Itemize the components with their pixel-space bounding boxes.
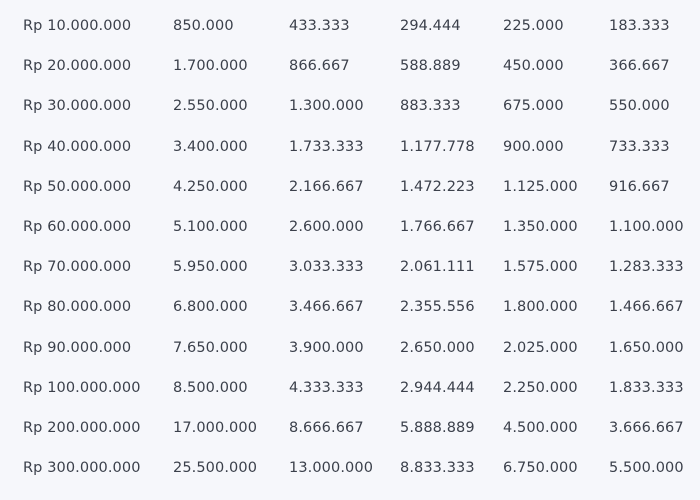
table-cell: 5.950.000	[173, 259, 248, 276]
table-cell: 5.100.000	[173, 219, 248, 236]
table-cell: 588.889	[400, 58, 461, 75]
table-cell-amount: Rp 20.000.000	[23, 58, 132, 75]
table-cell-amount: Rp 40.000.000	[23, 138, 132, 155]
table-cell: 1.177.778	[400, 138, 475, 155]
table-cell: 2.355.556	[400, 299, 475, 316]
table-cell: 17.000.000	[173, 419, 258, 436]
table-cell: 866.667	[289, 58, 350, 75]
table-cell: 1.472.223	[400, 178, 475, 195]
table-cell-amount: Rp 200.000.000	[23, 419, 141, 436]
table-cell: 2.650.000	[400, 339, 475, 356]
table-row	[0, 448, 700, 488]
table-cell: 2.061.111	[400, 259, 475, 276]
table-cell: 1.700.000	[173, 58, 248, 75]
table-cell: 5.500.000	[609, 460, 684, 477]
table-cell: 6.800.000	[173, 299, 248, 316]
table-row	[0, 287, 700, 327]
loan-installment-table	[0, 6, 700, 488]
table-row	[0, 127, 700, 167]
table-row	[0, 328, 700, 368]
table-cell-amount: Rp 100.000.000	[23, 379, 141, 396]
table-row	[0, 167, 700, 207]
table-cell: 1.800.000	[503, 299, 578, 316]
table-cell-amount: Rp 80.000.000	[23, 299, 132, 316]
table-cell: 2.600.000	[289, 219, 364, 236]
table-cell: 366.667	[609, 58, 670, 75]
table-cell: 3.400.000	[173, 138, 248, 155]
table-cell: 1.125.000	[503, 178, 578, 195]
table-cell-amount: Rp 70.000.000	[23, 259, 132, 276]
table-cell: 433.333	[289, 18, 350, 35]
table-cell: 2.250.000	[503, 379, 578, 396]
table-row	[0, 6, 700, 46]
table-cell: 450.000	[503, 58, 564, 75]
table-cell: 850.000	[173, 18, 234, 35]
table-cell: 883.333	[400, 98, 461, 115]
table-cell: 550.000	[609, 98, 670, 115]
table-cell: 5.888.889	[400, 419, 475, 436]
table-cell: 1.283.333	[609, 259, 684, 276]
table-cell: 1.650.000	[609, 339, 684, 356]
table-cell: 25.500.000	[173, 460, 258, 477]
table-row	[0, 408, 700, 448]
table-cell: 3.466.667	[289, 299, 364, 316]
table-cell: 916.667	[609, 178, 670, 195]
table-row	[0, 368, 700, 408]
table-cell: 8.666.667	[289, 419, 364, 436]
table-cell: 2.025.000	[503, 339, 578, 356]
table-cell: 294.444	[400, 18, 461, 35]
table-row	[0, 207, 700, 247]
table-cell: 900.000	[503, 138, 564, 155]
table-cell: 1.350.000	[503, 219, 578, 236]
table-cell: 1.575.000	[503, 259, 578, 276]
table-cell: 733.333	[609, 138, 670, 155]
table-cell: 1.466.667	[609, 299, 684, 316]
table-cell: 8.833.333	[400, 460, 475, 477]
table-cell: 4.500.000	[503, 419, 578, 436]
table-cell: 225.000	[503, 18, 564, 35]
table-cell: 6.750.000	[503, 460, 578, 477]
table-cell: 3.033.333	[289, 259, 364, 276]
table-cell-amount: Rp 90.000.000	[23, 339, 132, 356]
table-cell-amount: Rp 10.000.000	[23, 18, 132, 35]
table-cell: 1.766.667	[400, 219, 475, 236]
table-row	[0, 86, 700, 126]
table-cell: 2.166.667	[289, 178, 364, 195]
table-cell: 1.100.000	[609, 219, 684, 236]
table-cell-amount: Rp 300.000.000	[23, 460, 141, 477]
table-cell: 1.833.333	[609, 379, 684, 396]
table-cell: 1.300.000	[289, 98, 364, 115]
table-cell: 183.333	[609, 18, 670, 35]
table-body	[0, 6, 700, 488]
table-cell: 2.944.444	[400, 379, 475, 396]
table-cell: 675.000	[503, 98, 564, 115]
table-cell: 4.333.333	[289, 379, 364, 396]
table-cell-amount: Rp 60.000.000	[23, 219, 132, 236]
table-cell: 4.250.000	[173, 178, 248, 195]
table-cell: 3.900.000	[289, 339, 364, 356]
table-cell: 2.550.000	[173, 98, 248, 115]
table-cell-amount: Rp 50.000.000	[23, 178, 132, 195]
table-cell: 13.000.000	[289, 460, 374, 477]
table-cell: 1.733.333	[289, 138, 364, 155]
table-cell-amount: Rp 30.000.000	[23, 98, 132, 115]
table-cell: 3.666.667	[609, 419, 684, 436]
table-row	[0, 247, 700, 287]
table-row	[0, 46, 700, 86]
table-cell: 8.500.000	[173, 379, 248, 396]
table-cell: 7.650.000	[173, 339, 248, 356]
